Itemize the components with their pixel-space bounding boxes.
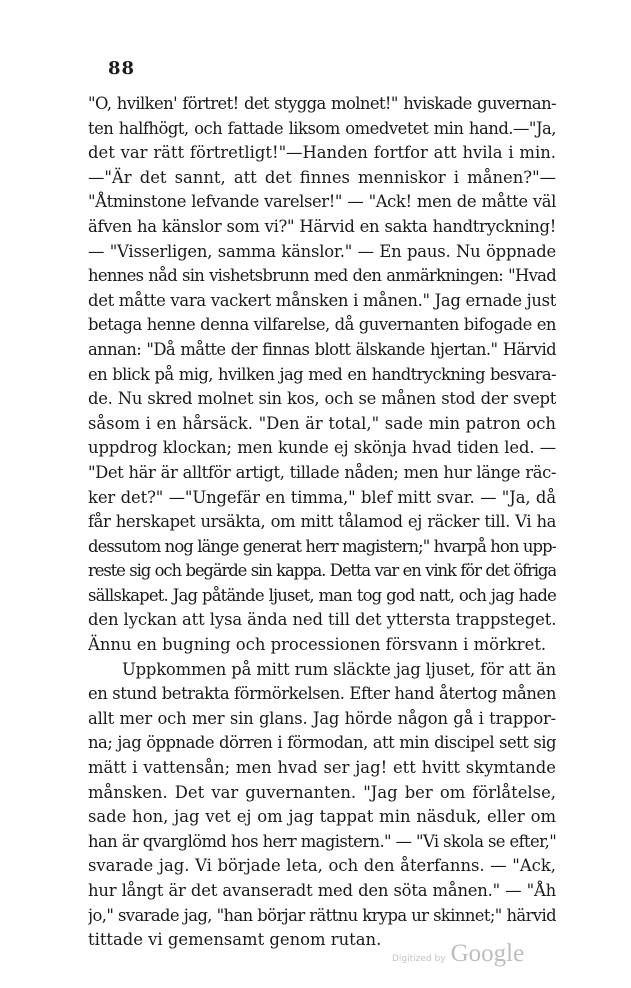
text-line: det måtte vara vackert månsken i månen." Jag ernade just [88,290,556,310]
text-line: sade hon, jag vet ej om jag tappat min näsduk, eller om [88,807,556,827]
watermark-prefix: Digitized by [392,954,446,964]
text-line: de. Nu skred molnet sin kos, och se månen stod der svept [88,389,556,409]
text-line: —"Är det sannt, att det finnes menniskor i månen?"— [88,167,556,187]
text-line: Uppkommen på mitt rum släckte jag ljuset, för att än [122,659,556,679]
text-line: hur långt är det avanseradt med den söta månen." — "Åh [88,881,556,900]
text-line: tittade vi gemensamt genom rutan. [88,930,382,950]
text-line: svarade jag. Vi började leta, och den återfanns. — "Ack, [88,856,556,876]
text-line: annan: "Då måtte der finnas blott älskande hjertan." Härvid [88,339,556,359]
text-line: såsom i en hårsäck. "Den är total," sade min patron och [88,413,556,433]
text-line: jo," svarade jag, "han börjar rättnu krypa ur skinnet;" härvid [88,905,556,925]
text-line: — "Visserligen, samma känslor." — En paus. Nu öppnade [88,241,556,261]
text-line: mätt i vattensån; men hvad ser jag! ett hvitt skymtande [88,758,556,778]
text-line: reste sig och begärde sin kappa. Detta var en vink för det öfriga [88,561,556,581]
text-line: na; jag öppnade dörren i förmodan, att min discipel sett sig [88,733,556,753]
text-line: dessutom nog länge generat herr magistern;" hvarpå hon upp- [88,536,556,556]
text-line: "Det här är alltför artigt, tillade nåden; men hur länge räc- [88,462,556,482]
text-line: "Åtminstone lefvande varelser!" — "Ack! men de måtte väl [88,192,556,212]
text-line: allt mer och mer sin glans. Jag hörde någon gå i trappor- [88,708,556,728]
text-line: det var rätt förtretligt!"—Handen fortfor att hvila i min. [88,143,556,163]
text-line: han är qvarglömd hos herr magistern." — "Vi skola se efter," [88,831,556,851]
text-line: får herskapet ursäkta, om mitt tålamod ej räcker till. Vi ha [88,512,556,532]
text-line: den lyckan att lysa ända ned till det yttersta trappsteget. [88,610,556,630]
text-line: ker det?" —"Ungefär en timma," blef mitt svar. — "Ja, då [88,487,556,507]
text-line: månsken. Det var guvernanten. "Jag ber om förlåtelse, [88,782,556,802]
digitized-watermark [392,940,524,968]
text-line: en stund betrakta förmörkelsen. Efter hand återtog månen [88,684,556,704]
text-line: en blick på mig, hvilken jag med en handtryckning besvara- [88,364,556,384]
page-number: 88 [108,58,136,79]
text-line: äfven ha känslor som vi?" Härvid en sakta handtryckning! [88,216,556,236]
text-line: ten halfhögt, och fattade liksom omedvetet min hand.—"Ja, [88,118,556,138]
text-line: "O, hvilken' förtret! det stygga molnet!" hviskade guvernan- [88,94,556,113]
text-line: betaga henne denna vilfarelse, då guvernanten bifogade en [88,315,556,335]
text-line: uppdrog klockan; men kunde ej skönja hvad tiden led. — [88,438,556,458]
google-logo: Google [450,940,525,967]
text-line: Ännu en bugning och processionen försvann i mörkret. [88,635,547,655]
text-line: hennes nåd sin vishetsbrunn med den anmärkningen: "Hvad [88,266,556,286]
text-line: sällskapet. Jag påtände ljuset, man tog god natt, och jag hade [88,585,556,605]
body-text [88,92,556,953]
